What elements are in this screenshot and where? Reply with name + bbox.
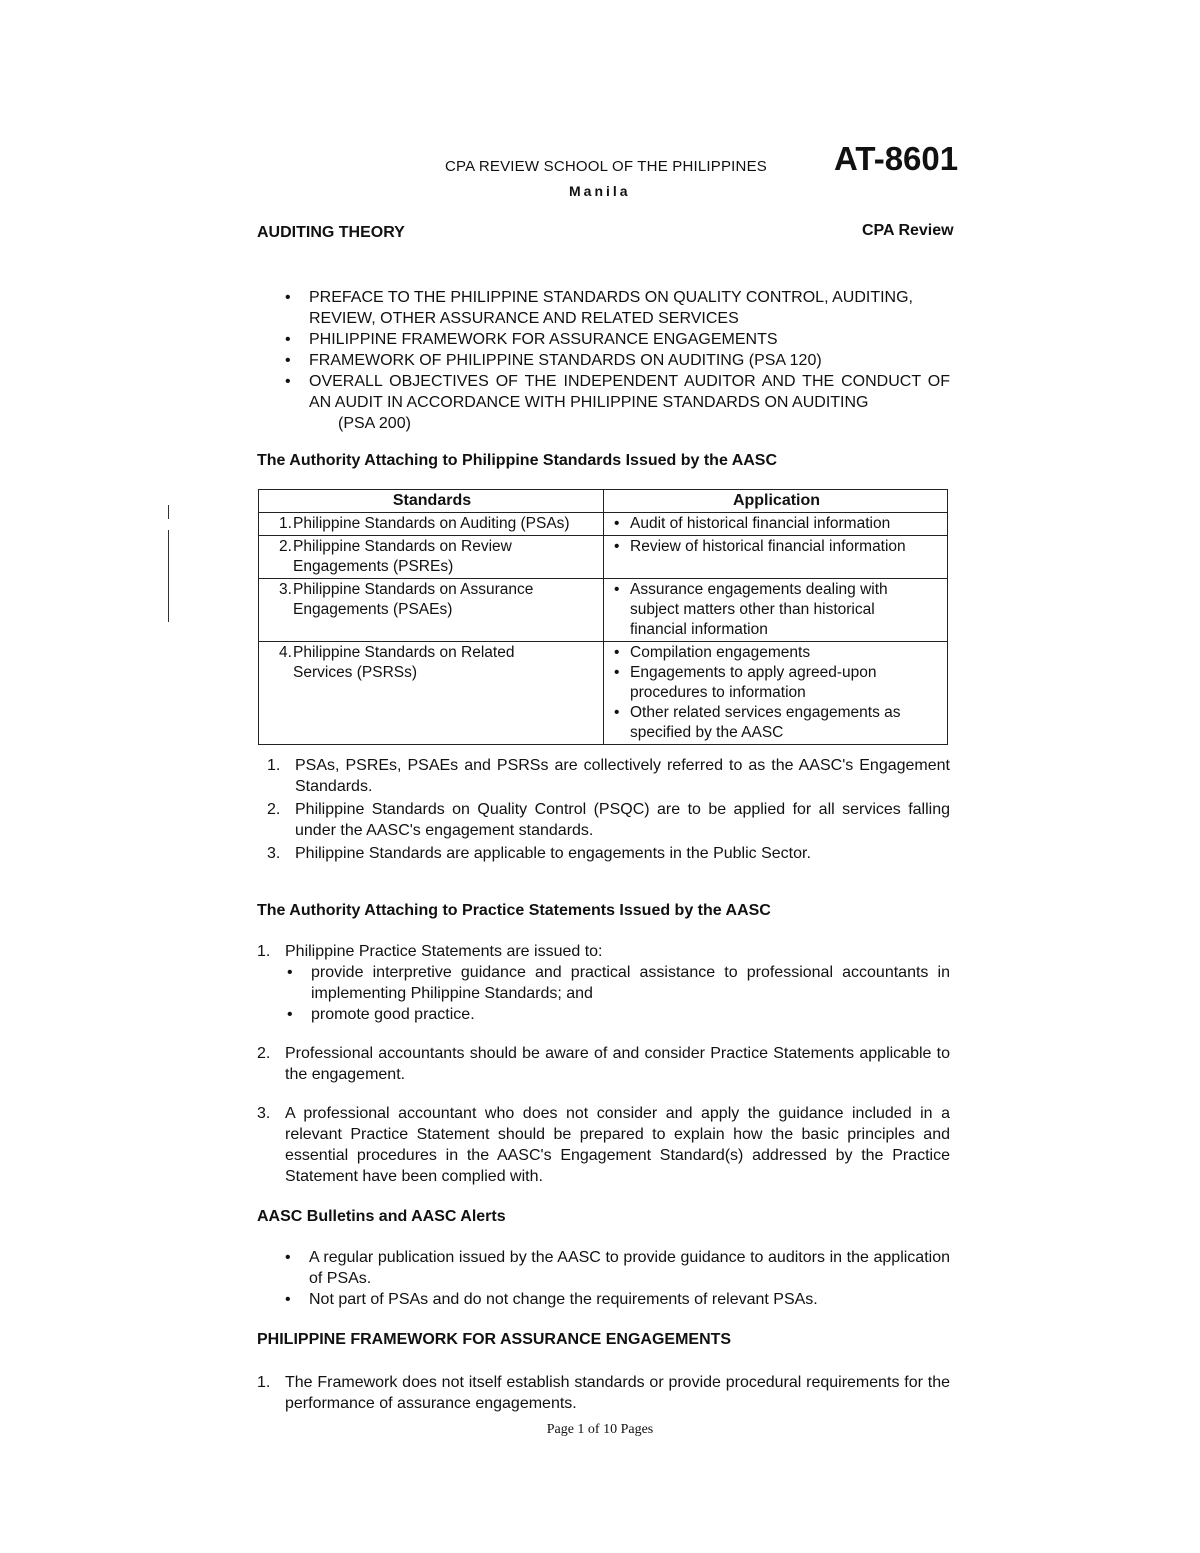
table-row (259, 536, 948, 579)
application-cell: • Audit of historical financial information (604, 513, 948, 536)
practice-statement-item-3: 3. A professional accountant who does not consider and apply the guidance included in a relevant Practice Statement should be prepared to explain how the basic principles and essential procedures in the AASC's Engagement Standard(s) addressed by the Practice Statement have been complied with. (257, 1105, 950, 1185)
column-header-application: Application (604, 490, 948, 513)
table-header-row (259, 490, 948, 513)
application-cell: • Assurance engagements dealing with subject matters other than historical financial information (604, 579, 948, 642)
section-heading-framework: PHILIPPINE FRAMEWORK FOR ASSURANCE ENGAGEMENTS (257, 1331, 732, 1348)
list-item: • Not part of PSAs and do not change the requirements of relevant PSAs. (285, 1289, 950, 1310)
subject-title: AUDITING THEORY (257, 224, 405, 241)
course-label: CPA Review (862, 222, 954, 239)
table-row (259, 642, 948, 745)
list-item: • provide interpretive guidance and practical assistance to professional accountants in implementing Philippine Standards; and (287, 962, 950, 1004)
school-name: CPA REVIEW SCHOOL OF THE PHILIPPINES (445, 158, 767, 175)
standard-cell: 4. Philippine Standards on Related Services (PSRSs) (259, 642, 604, 745)
standard-cell: 3. Philippine Standards on Assurance Engagements (PSAEs) (259, 579, 604, 642)
scan-mark (168, 505, 169, 519)
list-item: 1. PSAs, PSREs, PSAEs and PSRSs are collectively referred to as the AASC's Engagement Standards. (267, 757, 950, 795)
topic-item-continued: (PSA 200) (338, 415, 411, 432)
scan-mark (168, 530, 169, 622)
topic-item: • PREFACE TO THE PHILIPPINE STANDARDS ON QUALITY CONTROL, AUDITING, REVIEW, OTHER ASSURANCE AND RELATED SERVICES (285, 287, 950, 329)
application-cell: • Review of historical financial information (604, 536, 948, 579)
school-city: Manila (569, 183, 631, 199)
topic-item: • FRAMEWORK OF PHILIPPINE STANDARDS ON AUDITING (PSA 120) (285, 350, 950, 371)
topic-item: • PHILIPPINE FRAMEWORK FOR ASSURANCE ENGAGEMENTS (285, 329, 950, 350)
table-row (259, 513, 948, 536)
document-code: AT-8601 (834, 140, 959, 177)
section-heading-practice-statements: The Authority Attaching to Practice Statements Issued by the AASC (257, 902, 771, 919)
standards-table (258, 489, 948, 745)
list-item: 3. Philippine Standards are applicable to engagements in the Public Sector. (267, 845, 811, 862)
topic-list (285, 287, 950, 434)
column-header-standards: Standards (259, 490, 604, 513)
standards-notes (267, 755, 950, 864)
bulletins-list (285, 1247, 950, 1310)
section-heading-standards-authority: The Authority Attaching to Philippine Standards Issued by the AASC (257, 452, 778, 469)
framework-item-1: 1. The Framework does not itself establish standards or provide procedural requirements for the performance of assurance engagements. (257, 1374, 950, 1412)
page-number: Page 1 of 10 Pages (546, 1422, 654, 1437)
practice-statement-item-2: 2. Professional accountants should be aware of and consider Practice Statements applicable to the engagement. (257, 1045, 950, 1083)
standard-cell: 2. Philippine Standards on Review Engagements (PSREs) (259, 536, 604, 579)
practice-statement-item-1: 1. Philippine Practice Statements are issued to: • provide interpretive guidance and practical assistance to professional accountants in implementing Philippine Standards; and • promote good practice. (257, 941, 950, 1025)
standard-cell: 1. Philippine Standards on Auditing (PSAs) (259, 513, 604, 536)
topic-item: • OVERALL OBJECTIVES OF THE INDEPENDENT AUDITOR AND THE CONDUCT OF AN AUDIT IN ACCORDANCE WITH PHILIPPINE STANDARDS ON AUDITING (285, 371, 950, 413)
list-item: 2. Philippine Standards on Quality Control (PSQC) are to be applied for all services falling under the AASC's engagement standards. (267, 801, 950, 839)
list-item: • A regular publication issued by the AASC to provide guidance to auditors in the application of PSAs. (285, 1247, 950, 1289)
table-row (259, 579, 948, 642)
application-cell: • Compilation engagements • Engagements to apply agreed-upon procedures to information • Other related services engagements as specified by the AASC (604, 642, 948, 745)
section-heading-bulletins: AASC Bulletins and AASC Alerts (257, 1208, 506, 1225)
list-item: • promote good practice. (287, 1004, 950, 1025)
